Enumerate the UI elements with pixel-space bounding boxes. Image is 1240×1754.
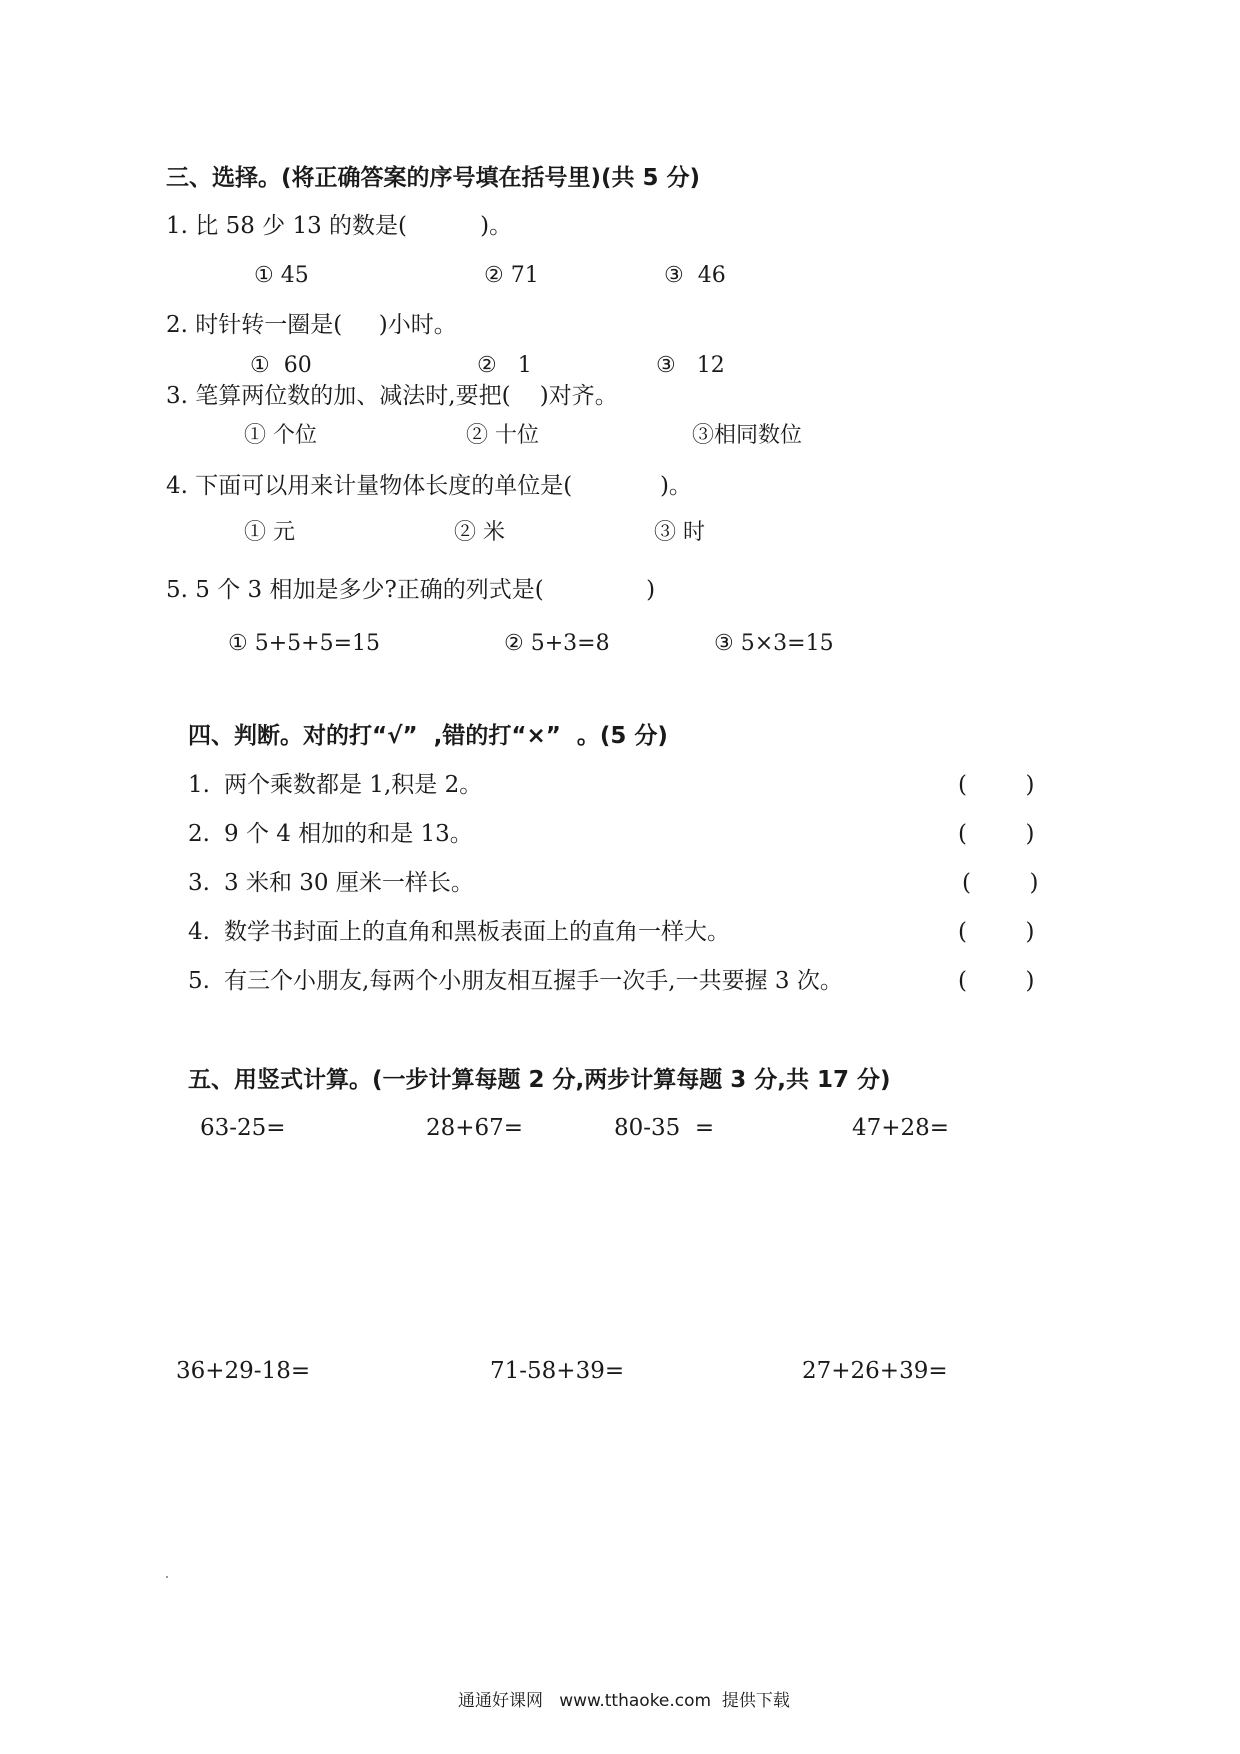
question-3-stem: 3. 笔算两位数的加、减法时,要把( )对齐。 xyxy=(166,383,618,409)
question-5-option-3: ③ 5×3=15 xyxy=(714,631,834,656)
section-4-title: 四、判断。对的打“√” ,错的打“×” 。(5 分) xyxy=(188,723,668,749)
calc-5: 36+29-18= xyxy=(176,1358,311,1384)
calc-6: 71-58+39= xyxy=(490,1358,625,1384)
judge-5-text: 有三个小朋友,每两个小朋友相互握手一次手,一共要握 3 次。 xyxy=(224,968,843,994)
question-1-option-1: ① 45 xyxy=(254,263,309,288)
judge-2-answer-blank[interactable]: ( ) xyxy=(958,821,1035,847)
question-1-option-2: ② 71 xyxy=(484,263,539,288)
scan-speck xyxy=(166,1576,168,1578)
section-5-title: 五、用竖式计算。(一步计算每题 2 分,两步计算每题 3 分,共 17 分) xyxy=(188,1067,891,1093)
question-5-option-1: ① 5+5+5=15 xyxy=(228,631,381,656)
judge-4-number: 4. xyxy=(188,919,210,945)
question-4-option-2: ② 米 xyxy=(454,520,505,545)
question-5-stem: 5. 5 个 3 相加是多少?正确的列式是( ) xyxy=(166,577,656,603)
judge-3-answer-blank[interactable]: ( ) xyxy=(962,870,1039,896)
judge-4-answer-blank[interactable]: ( ) xyxy=(958,919,1035,945)
question-2-option-1: ① 60 xyxy=(250,353,312,378)
judge-3-text: 3 米和 30 厘米一样长。 xyxy=(224,870,474,896)
calc-2: 28+67= xyxy=(426,1115,524,1141)
calc-7: 27+26+39= xyxy=(802,1358,948,1384)
judge-5-number: 5. xyxy=(188,968,210,994)
judge-4-text: 数学书封面上的直角和黑板表面上的直角一样大。 xyxy=(224,919,730,945)
judge-1-text: 两个乘数都是 1,积是 2。 xyxy=(224,772,483,798)
question-4-option-1: ① 元 xyxy=(244,520,295,545)
footer-source: 通通好课网 www.tthaoke.com 提供下载 xyxy=(458,1691,790,1711)
judge-1-answer-blank[interactable]: ( ) xyxy=(958,772,1035,798)
question-4-option-3: ③ 时 xyxy=(654,520,705,545)
question-2-option-3: ③ 12 xyxy=(656,353,725,378)
question-3-option-1: ① 个位 xyxy=(244,423,317,448)
question-3-option-3: ③相同数位 xyxy=(692,423,803,448)
judge-2-number: 2. xyxy=(188,821,210,847)
calc-1: 63-25= xyxy=(200,1115,286,1141)
question-1-stem: 1. 比 58 少 13 的数是( )。 xyxy=(166,213,513,239)
question-2-stem: 2. 时针转一圈是( )小时。 xyxy=(166,312,457,338)
section-3-title: 三、选择。(将正确答案的序号填在括号里)(共 5 分) xyxy=(166,165,701,191)
question-5-option-2: ② 5+3=8 xyxy=(504,631,610,656)
question-3-option-2: ② 十位 xyxy=(466,423,539,448)
judge-1-number: 1. xyxy=(188,772,210,798)
question-2-option-2: ② 1 xyxy=(477,353,532,378)
judge-3-number: 3. xyxy=(188,870,210,896)
judge-2-text: 9 个 4 相加的和是 13。 xyxy=(224,821,473,847)
calc-4: 47+28= xyxy=(852,1115,950,1141)
question-4-stem: 4. 下面可以用来计量物体长度的单位是( )。 xyxy=(166,473,692,499)
question-1-option-3: ③ 46 xyxy=(664,263,726,288)
calc-3: 80-35 = xyxy=(614,1115,715,1141)
judge-5-answer-blank[interactable]: ( ) xyxy=(958,968,1035,994)
